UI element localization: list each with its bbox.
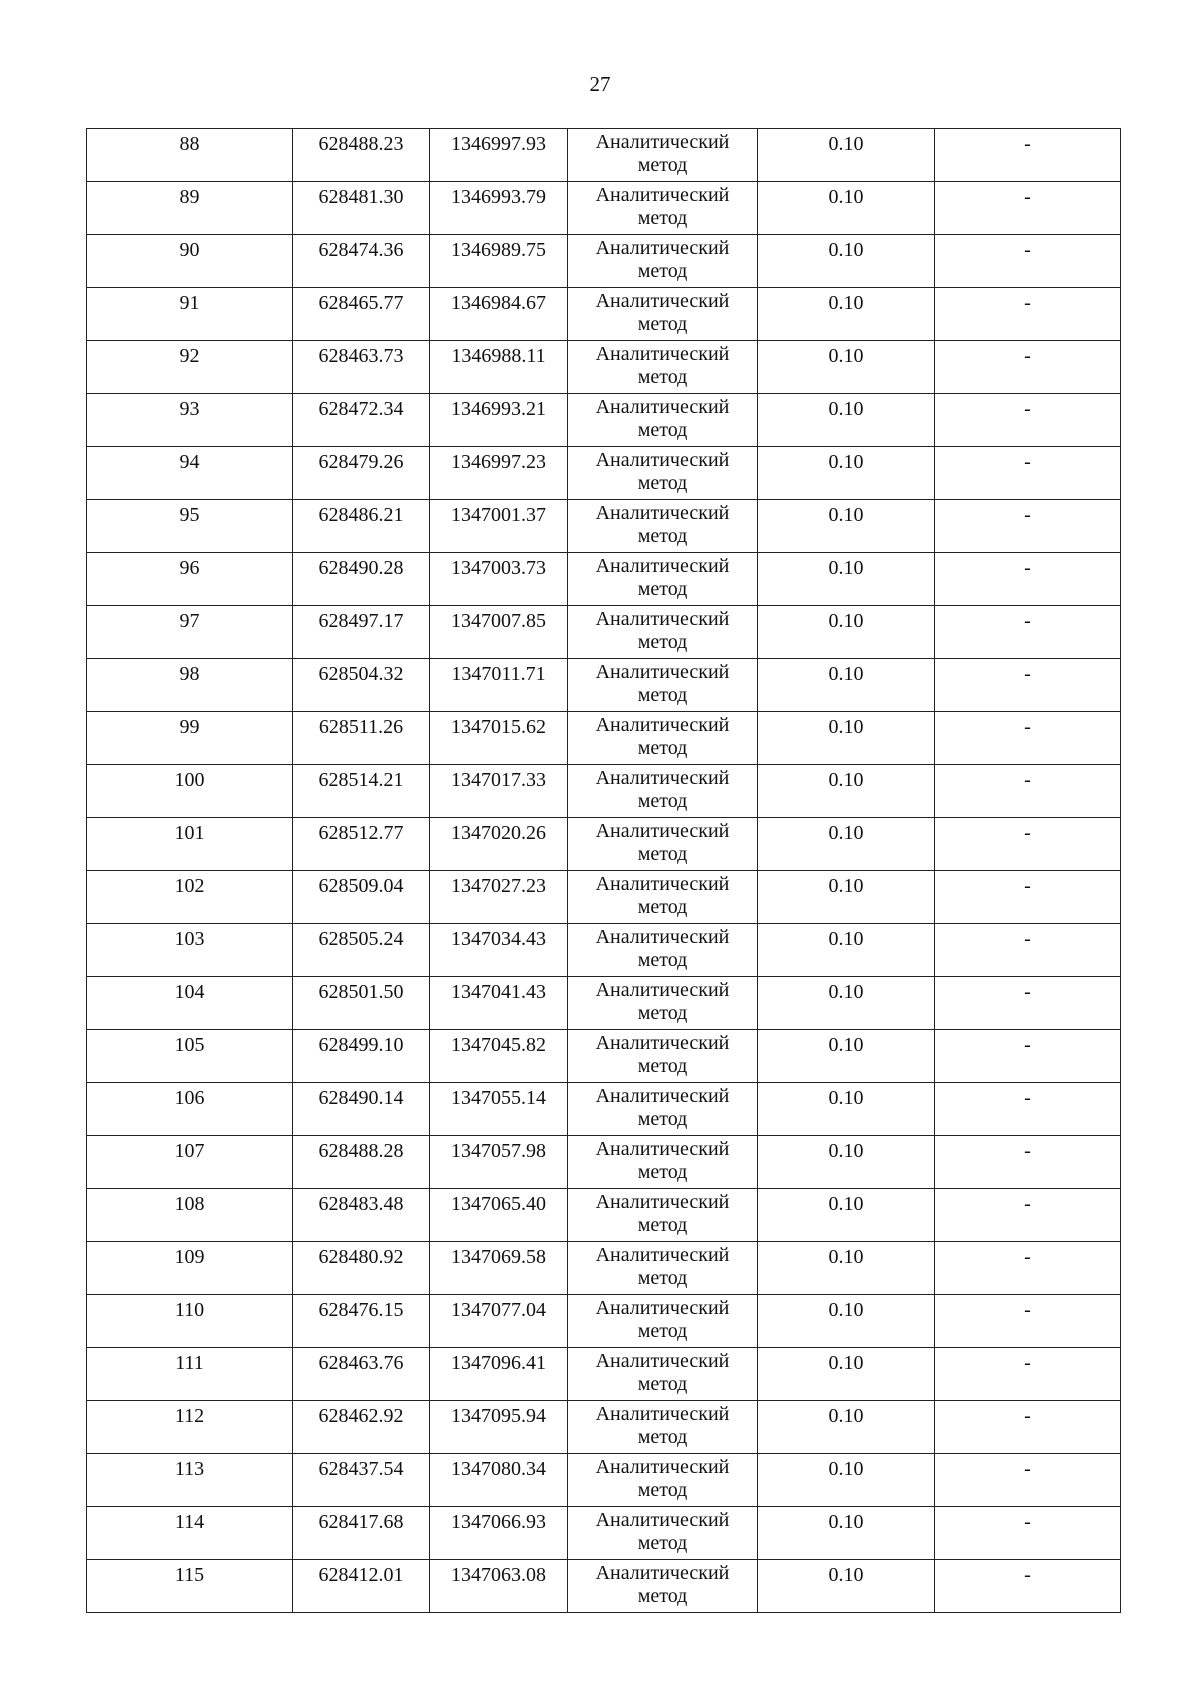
method-label-line1: Аналитический	[595, 1509, 730, 1531]
x-coordinate-cell: 628480.92	[293, 1242, 430, 1295]
error-cell: 0.10	[758, 1348, 935, 1401]
method-label-line1: Аналитический	[595, 1403, 730, 1425]
point-number-cell: 110	[87, 1295, 293, 1348]
method-cell	[568, 1560, 758, 1613]
table-row	[87, 1030, 1121, 1083]
method-label-line2: метод	[637, 737, 688, 759]
method-cell	[568, 1295, 758, 1348]
coordinates-table-body	[87, 129, 1121, 1613]
method-cell	[568, 288, 758, 341]
table-row	[87, 129, 1121, 182]
method-label-line1: Аналитический	[595, 926, 730, 948]
coordinates-table	[86, 128, 1121, 1613]
method-cell	[568, 977, 758, 1030]
note-cell: -	[935, 1030, 1121, 1083]
y-coordinate-cell: 1347055.14	[430, 1083, 568, 1136]
x-coordinate-cell: 628486.21	[293, 500, 430, 553]
method-label-line1: Аналитический	[595, 1032, 730, 1054]
note-cell: -	[935, 182, 1121, 235]
method-cell	[568, 500, 758, 553]
table-row	[87, 394, 1121, 447]
y-coordinate-cell: 1347041.43	[430, 977, 568, 1030]
x-coordinate-cell: 628474.36	[293, 235, 430, 288]
method-cell	[568, 129, 758, 182]
method-cell	[568, 1454, 758, 1507]
note-cell: -	[935, 1295, 1121, 1348]
x-coordinate-cell: 628488.28	[293, 1136, 430, 1189]
y-coordinate-cell: 1347015.62	[430, 712, 568, 765]
page-number: 27	[589, 72, 611, 96]
error-cell: 0.10	[758, 1030, 935, 1083]
method-cell	[568, 1401, 758, 1454]
y-coordinate-cell: 1346993.79	[430, 182, 568, 235]
y-coordinate-cell: 1347003.73	[430, 553, 568, 606]
method-label-line2: метод	[637, 790, 688, 812]
table-row	[87, 606, 1121, 659]
note-cell: -	[935, 553, 1121, 606]
error-cell: 0.10	[758, 606, 935, 659]
y-coordinate-cell: 1347011.71	[430, 659, 568, 712]
point-number-cell: 96	[87, 553, 293, 606]
method-label-line1: Аналитический	[595, 502, 730, 524]
x-coordinate-cell: 628511.26	[293, 712, 430, 765]
x-coordinate-cell: 628488.23	[293, 129, 430, 182]
note-cell: -	[935, 129, 1121, 182]
x-coordinate-cell: 628490.28	[293, 553, 430, 606]
point-number-cell: 89	[87, 182, 293, 235]
point-number-cell: 88	[87, 129, 293, 182]
method-cell	[568, 182, 758, 235]
method-cell	[568, 1030, 758, 1083]
x-coordinate-cell: 628437.54	[293, 1454, 430, 1507]
point-number-cell: 101	[87, 818, 293, 871]
note-cell: -	[935, 394, 1121, 447]
method-label-line1: Аналитический	[595, 1456, 730, 1478]
method-label-line1: Аналитический	[595, 396, 730, 418]
point-number-cell: 98	[87, 659, 293, 712]
method-label-line2: метод	[637, 631, 688, 653]
y-coordinate-cell: 1346989.75	[430, 235, 568, 288]
method-label-line2: метод	[637, 1373, 688, 1395]
method-label-line1: Аналитический	[595, 343, 730, 365]
error-cell: 0.10	[758, 1560, 935, 1613]
error-cell: 0.10	[758, 818, 935, 871]
method-label-line1: Аналитический	[595, 608, 730, 630]
note-cell: -	[935, 659, 1121, 712]
method-label-line2: метод	[637, 578, 688, 600]
y-coordinate-cell: 1347065.40	[430, 1189, 568, 1242]
point-number-cell: 115	[87, 1560, 293, 1613]
note-cell: -	[935, 765, 1121, 818]
method-label-line1: Аналитический	[595, 1562, 730, 1584]
note-cell: -	[935, 447, 1121, 500]
y-coordinate-cell: 1347045.82	[430, 1030, 568, 1083]
method-label-line2: метод	[637, 843, 688, 865]
method-label-line2: метод	[637, 1320, 688, 1342]
point-number-cell: 95	[87, 500, 293, 553]
y-coordinate-cell: 1347017.33	[430, 765, 568, 818]
method-cell	[568, 1348, 758, 1401]
method-label-line1: Аналитический	[595, 714, 730, 736]
note-cell: -	[935, 977, 1121, 1030]
table-row	[87, 924, 1121, 977]
method-label-line1: Аналитический	[595, 555, 730, 577]
method-cell	[568, 1083, 758, 1136]
method-label-line2: метод	[637, 260, 688, 282]
error-cell: 0.10	[758, 447, 935, 500]
method-cell	[568, 818, 758, 871]
method-cell	[568, 659, 758, 712]
note-cell: -	[935, 500, 1121, 553]
note-cell: -	[935, 818, 1121, 871]
point-number-cell: 105	[87, 1030, 293, 1083]
y-coordinate-cell: 1346997.93	[430, 129, 568, 182]
y-coordinate-cell: 1347077.04	[430, 1295, 568, 1348]
error-cell: 0.10	[758, 1136, 935, 1189]
note-cell: -	[935, 1136, 1121, 1189]
method-label-line1: Аналитический	[595, 979, 730, 1001]
note-cell: -	[935, 1507, 1121, 1560]
method-label-line2: метод	[637, 1532, 688, 1554]
error-cell: 0.10	[758, 659, 935, 712]
x-coordinate-cell: 628504.32	[293, 659, 430, 712]
method-label-line1: Аналитический	[595, 449, 730, 471]
y-coordinate-cell: 1347057.98	[430, 1136, 568, 1189]
error-cell: 0.10	[758, 924, 935, 977]
method-label-line2: метод	[637, 949, 688, 971]
method-label-line2: метод	[637, 1108, 688, 1130]
point-number-cell: 109	[87, 1242, 293, 1295]
x-coordinate-cell: 628483.48	[293, 1189, 430, 1242]
method-cell	[568, 871, 758, 924]
method-label-line2: метод	[637, 1479, 688, 1501]
table-row	[87, 871, 1121, 924]
y-coordinate-cell: 1347027.23	[430, 871, 568, 924]
x-coordinate-cell: 628481.30	[293, 182, 430, 235]
method-label-line1: Аналитический	[595, 767, 730, 789]
method-label-line1: Аналитический	[595, 1191, 730, 1213]
note-cell: -	[935, 1189, 1121, 1242]
table-row	[87, 1136, 1121, 1189]
method-label-line2: метод	[637, 207, 688, 229]
table-row	[87, 341, 1121, 394]
y-coordinate-cell: 1347001.37	[430, 500, 568, 553]
x-coordinate-cell: 628514.21	[293, 765, 430, 818]
method-label-line2: метод	[637, 1002, 688, 1024]
method-label-line1: Аналитический	[595, 1350, 730, 1372]
method-label-line2: метод	[637, 419, 688, 441]
y-coordinate-cell: 1347020.26	[430, 818, 568, 871]
table-row	[87, 235, 1121, 288]
method-cell	[568, 765, 758, 818]
method-cell	[568, 924, 758, 977]
method-label-line2: метод	[637, 366, 688, 388]
point-number-cell: 107	[87, 1136, 293, 1189]
method-cell	[568, 394, 758, 447]
method-label-line2: метод	[637, 154, 688, 176]
note-cell: -	[935, 871, 1121, 924]
table-row	[87, 1507, 1121, 1560]
error-cell: 0.10	[758, 1507, 935, 1560]
method-label-line2: метод	[637, 1214, 688, 1236]
method-cell	[568, 1136, 758, 1189]
x-coordinate-cell: 628479.26	[293, 447, 430, 500]
point-number-cell: 97	[87, 606, 293, 659]
method-cell	[568, 447, 758, 500]
point-number-cell: 108	[87, 1189, 293, 1242]
error-cell: 0.10	[758, 1295, 935, 1348]
y-coordinate-cell: 1346984.67	[430, 288, 568, 341]
table-row	[87, 1454, 1121, 1507]
error-cell: 0.10	[758, 977, 935, 1030]
method-label-line1: Аналитический	[595, 131, 730, 153]
note-cell: -	[935, 288, 1121, 341]
method-cell	[568, 341, 758, 394]
x-coordinate-cell: 628490.14	[293, 1083, 430, 1136]
table-row	[87, 182, 1121, 235]
point-number-cell: 111	[87, 1348, 293, 1401]
point-number-cell: 113	[87, 1454, 293, 1507]
y-coordinate-cell: 1346988.11	[430, 341, 568, 394]
error-cell: 0.10	[758, 182, 935, 235]
table-row	[87, 1401, 1121, 1454]
method-label-line2: метод	[637, 472, 688, 494]
method-cell	[568, 606, 758, 659]
method-label-line2: метод	[637, 1161, 688, 1183]
x-coordinate-cell: 628412.01	[293, 1560, 430, 1613]
note-cell: -	[935, 1560, 1121, 1613]
note-cell: -	[935, 1083, 1121, 1136]
x-coordinate-cell: 628472.34	[293, 394, 430, 447]
table-row	[87, 1242, 1121, 1295]
note-cell: -	[935, 341, 1121, 394]
point-number-cell: 93	[87, 394, 293, 447]
note-cell: -	[935, 712, 1121, 765]
y-coordinate-cell: 1346997.23	[430, 447, 568, 500]
method-label-line1: Аналитический	[595, 820, 730, 842]
table-row	[87, 977, 1121, 1030]
table-row	[87, 288, 1121, 341]
x-coordinate-cell: 628501.50	[293, 977, 430, 1030]
point-number-cell: 91	[87, 288, 293, 341]
x-coordinate-cell: 628499.10	[293, 1030, 430, 1083]
error-cell: 0.10	[758, 235, 935, 288]
table-row	[87, 1295, 1121, 1348]
error-cell: 0.10	[758, 553, 935, 606]
error-cell: 0.10	[758, 341, 935, 394]
table-row	[87, 659, 1121, 712]
point-number-cell: 106	[87, 1083, 293, 1136]
x-coordinate-cell: 628465.77	[293, 288, 430, 341]
x-coordinate-cell: 628512.77	[293, 818, 430, 871]
point-number-cell: 102	[87, 871, 293, 924]
method-label-line1: Аналитический	[595, 1244, 730, 1266]
table-row	[87, 1083, 1121, 1136]
x-coordinate-cell: 628462.92	[293, 1401, 430, 1454]
error-cell: 0.10	[758, 288, 935, 341]
method-label-line2: метод	[637, 313, 688, 335]
method-cell	[568, 1507, 758, 1560]
method-label-line1: Аналитический	[595, 873, 730, 895]
method-label-line1: Аналитический	[595, 290, 730, 312]
method-cell	[568, 235, 758, 288]
table-row	[87, 1560, 1121, 1613]
method-label-line2: метод	[637, 525, 688, 547]
error-cell: 0.10	[758, 765, 935, 818]
x-coordinate-cell: 628497.17	[293, 606, 430, 659]
note-cell: -	[935, 1242, 1121, 1295]
method-label-line1: Аналитический	[595, 1085, 730, 1107]
error-cell: 0.10	[758, 1242, 935, 1295]
point-number-cell: 104	[87, 977, 293, 1030]
point-number-cell: 99	[87, 712, 293, 765]
table-row	[87, 712, 1121, 765]
method-cell	[568, 1242, 758, 1295]
error-cell: 0.10	[758, 394, 935, 447]
method-label-line2: метод	[637, 1055, 688, 1077]
y-coordinate-cell: 1347034.43	[430, 924, 568, 977]
y-coordinate-cell: 1347069.58	[430, 1242, 568, 1295]
x-coordinate-cell: 628463.76	[293, 1348, 430, 1401]
error-cell: 0.10	[758, 1083, 935, 1136]
x-coordinate-cell: 628463.73	[293, 341, 430, 394]
point-number-cell: 112	[87, 1401, 293, 1454]
x-coordinate-cell: 628476.15	[293, 1295, 430, 1348]
method-label-line1: Аналитический	[595, 1297, 730, 1319]
note-cell: -	[935, 1348, 1121, 1401]
y-coordinate-cell: 1347095.94	[430, 1401, 568, 1454]
y-coordinate-cell: 1347007.85	[430, 606, 568, 659]
note-cell: -	[935, 235, 1121, 288]
method-label-line2: метод	[637, 1426, 688, 1448]
error-cell: 0.10	[758, 500, 935, 553]
point-number-cell: 92	[87, 341, 293, 394]
error-cell: 0.10	[758, 1454, 935, 1507]
error-cell: 0.10	[758, 871, 935, 924]
note-cell: -	[935, 1401, 1121, 1454]
method-label-line2: метод	[637, 1267, 688, 1289]
point-number-cell: 94	[87, 447, 293, 500]
table-row	[87, 447, 1121, 500]
x-coordinate-cell: 628417.68	[293, 1507, 430, 1560]
table-row	[87, 1348, 1121, 1401]
x-coordinate-cell: 628509.04	[293, 871, 430, 924]
error-cell: 0.10	[758, 1189, 935, 1242]
y-coordinate-cell: 1347080.34	[430, 1454, 568, 1507]
method-label-line2: метод	[637, 684, 688, 706]
point-number-cell: 100	[87, 765, 293, 818]
method-cell	[568, 1189, 758, 1242]
y-coordinate-cell: 1347096.41	[430, 1348, 568, 1401]
note-cell: -	[935, 606, 1121, 659]
table-row	[87, 500, 1121, 553]
method-cell	[568, 712, 758, 765]
method-label-line2: метод	[637, 896, 688, 918]
method-cell	[568, 553, 758, 606]
table-row	[87, 1189, 1121, 1242]
error-cell: 0.10	[758, 712, 935, 765]
error-cell: 0.10	[758, 1401, 935, 1454]
point-number-cell: 90	[87, 235, 293, 288]
table-row	[87, 553, 1121, 606]
method-label-line2: метод	[637, 1585, 688, 1607]
error-cell: 0.10	[758, 129, 935, 182]
y-coordinate-cell: 1347063.08	[430, 1560, 568, 1613]
note-cell: -	[935, 1454, 1121, 1507]
x-coordinate-cell: 628505.24	[293, 924, 430, 977]
method-label-line1: Аналитический	[595, 661, 730, 683]
table-row	[87, 765, 1121, 818]
method-label-line1: Аналитический	[595, 184, 730, 206]
note-cell: -	[935, 924, 1121, 977]
y-coordinate-cell: 1347066.93	[430, 1507, 568, 1560]
y-coordinate-cell: 1346993.21	[430, 394, 568, 447]
table-row	[87, 818, 1121, 871]
method-label-line1: Аналитический	[595, 1138, 730, 1160]
point-number-cell: 103	[87, 924, 293, 977]
method-label-line1: Аналитический	[595, 237, 730, 259]
point-number-cell: 114	[87, 1507, 293, 1560]
